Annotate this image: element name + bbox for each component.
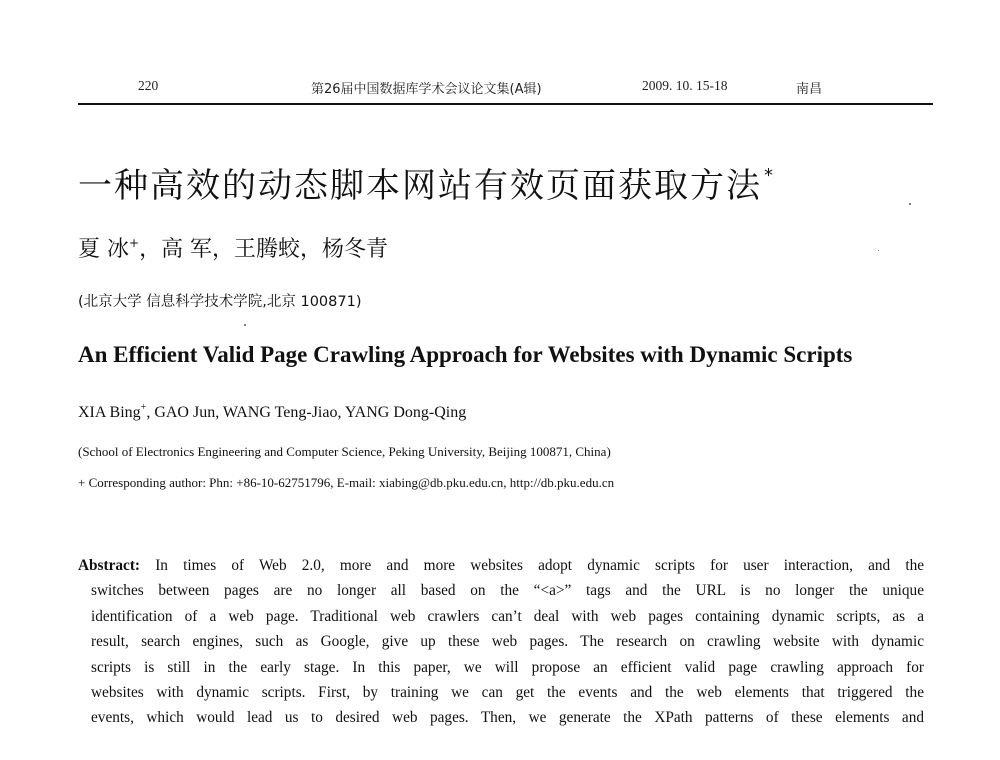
abstract-line: result, search engines, such as Google, give up these web pages. The research on crawling website with dynamic [91, 633, 924, 651]
conference-location: 南昌 [796, 82, 823, 97]
abstract-label: Abstract: [78, 557, 141, 574]
corresponding-author-line: + Corresponding author: Phn: +86-10-62751796, E-mail: xiabing@db.pku.edu.cn, http://db.pku.edu.cn [78, 475, 615, 490]
running-header [78, 74, 933, 102]
scan-speck [909, 203, 911, 205]
abstract [78, 553, 924, 731]
english-authors [78, 402, 466, 422]
conference-date: 2009. 10. 15-18 [642, 78, 728, 93]
chinese-authors [78, 232, 388, 263]
abstract-line: events, which would lead us to desired web pages. Then, we generate the XPath patterns of these elements and [91, 709, 924, 727]
english-corresponding-mark: + [140, 402, 147, 413]
abstract-line [78, 553, 924, 578]
title-footnote-mark: * [764, 165, 775, 186]
chinese-first-author: 夏 冰 [78, 237, 129, 262]
english-first-author: XIA Bing [78, 404, 141, 421]
page-number: 220 [138, 78, 159, 93]
chinese-title-text: 一种高效的动态脚本网站有效页面获取方法 [78, 166, 762, 206]
abstract-line: websites with dynamic scripts. First, by training we can get the events and the web elements that triggered the [91, 684, 924, 702]
scan-speck [878, 250, 879, 251]
abstract-line: identification of a web page. Traditional web crawlers can’t deal with web pages containing dynamic scripts, as a [91, 607, 924, 625]
abstract-line-text: In times of Web 2.0, more and more websites adopt dynamic scripts for user interaction, and the [155, 557, 925, 574]
chinese-other-authors: ，高 军，王腾蛟，杨冬青 [139, 237, 389, 262]
scan-speck [244, 324, 246, 326]
chinese-affiliation: (北京大学 信息科学技术学院,北京 100871) [78, 294, 362, 310]
corresponding-mark: + [129, 236, 140, 250]
english-other-authors: , GAO Jun, WANG Teng-Jiao, YANG Dong-Qing [146, 404, 467, 421]
english-title: An Efficient Valid Page Crawling Approach for Websites with Dynamic Scripts [78, 342, 853, 367]
header-rule [78, 103, 933, 105]
abstract-line: scripts is still in the early stage. In this paper, we will propose an efficient valid page crawling approach for [91, 658, 924, 676]
english-affiliation: (School of Electronics Engineering and Computer Science, Peking University, Beijing 100871, China) [78, 444, 611, 459]
abstract-line: switches between pages are no longer all based on the “<a>” tags and the URL is no longer the unique [91, 582, 924, 600]
chinese-title [78, 158, 775, 207]
proceedings-title: 第26届中国数据库学术会议论文集(A辑) [311, 82, 542, 97]
